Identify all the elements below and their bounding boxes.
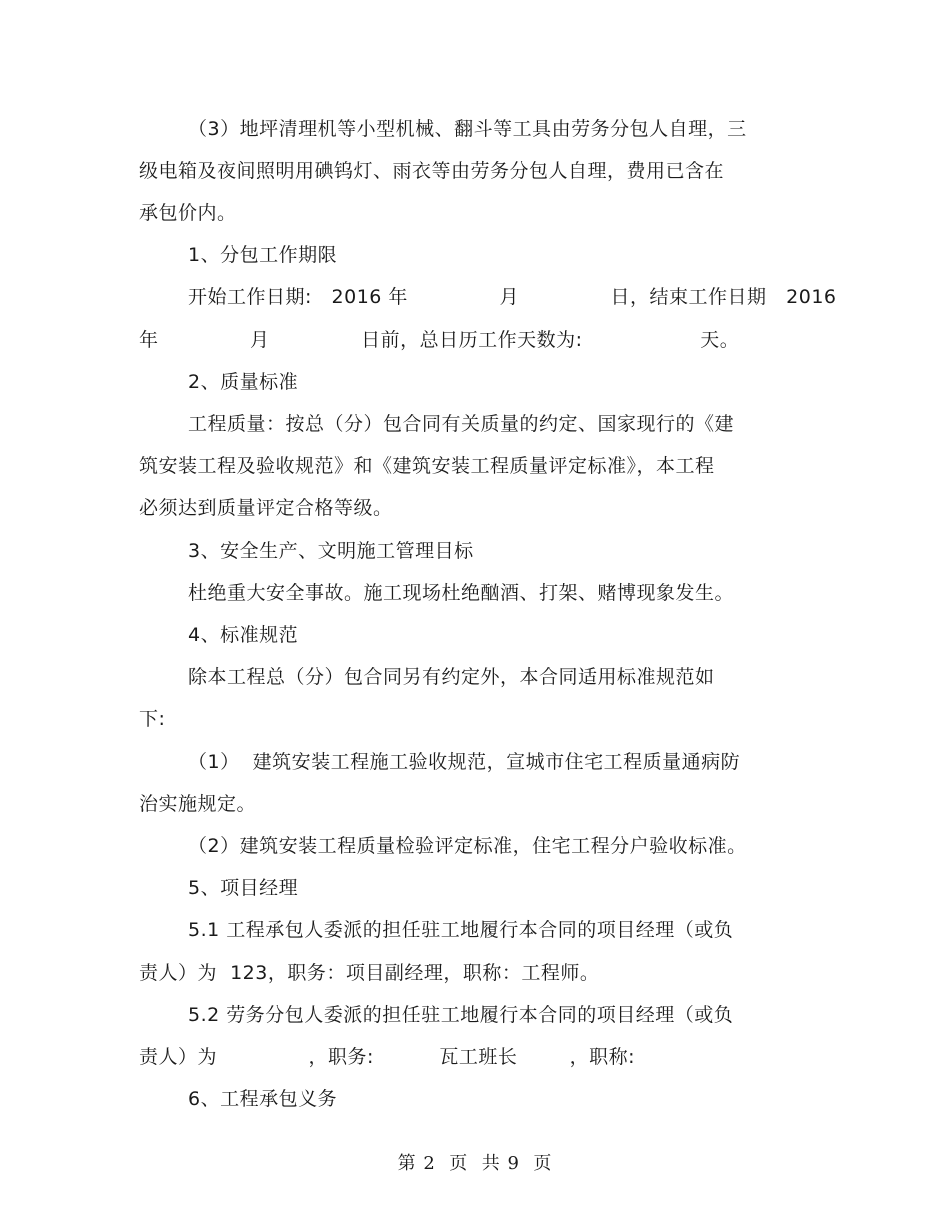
text-line: 责人）为 ，职务: 瓦工班长 ，职称: bbox=[139, 1046, 636, 1068]
text-line: 下: bbox=[139, 708, 166, 730]
text-line: 必须达到质量评定合格等级。 bbox=[139, 497, 393, 519]
text-line: 5.1 工程承包人委派的担任驻工地履行本合同的项目经理（或负 bbox=[188, 919, 734, 941]
section-heading: 5、项目经理 bbox=[188, 877, 299, 899]
text-line: 责人）为 123，职务：项目副经理，职称：工程师。 bbox=[139, 962, 600, 984]
text-line: 治实施规定。 bbox=[139, 793, 257, 815]
text-line: 承包价内。 bbox=[139, 202, 237, 224]
text-line: （2）建筑安装工程质量检验评定标准，住宅工程分户验收标准。 bbox=[188, 835, 747, 857]
page-footer: 第 2 页 共 9 页 bbox=[397, 1153, 553, 1174]
section-heading: 4、标准规范 bbox=[188, 624, 299, 646]
text-line: 除本工程总（分）包合同另有约定外，本合同适用标准规范如 bbox=[188, 666, 715, 688]
section-heading: 6、工程承包义务 bbox=[188, 1088, 338, 1110]
section-heading: 2、质量标准 bbox=[188, 371, 299, 393]
text-line: （1） 建筑安装工程施工验收规范，宣城市住宅工程质量通病防 bbox=[188, 751, 741, 773]
text-line: （3）地坪清理机等小型机械、翻斗等工具由劳务分包人自理，三 bbox=[188, 118, 747, 140]
section-heading: 1、分包工作期限 bbox=[188, 244, 338, 266]
text-line: 级电箱及夜间照明用碘钨灯、雨衣等由劳务分包人自理，费用已含在 bbox=[139, 160, 725, 182]
text-line: 年 月 日前，总日历工作天数为: 天。 bbox=[139, 329, 740, 351]
text-line: 工程质量：按总（分）包合同有关质量的约定、国家现行的《建 bbox=[188, 413, 735, 435]
section-heading: 3、安全生产、文明施工管理目标 bbox=[188, 540, 474, 562]
text-line: 开始工作日期: 2016 年 月 日，结束工作日期 2016 bbox=[188, 286, 837, 308]
text-line: 5.2 劳务分包人委派的担任驻工地履行本合同的项目经理（或负 bbox=[188, 1004, 734, 1026]
text-line: 筑安装工程及验收规范》和《建筑安装工程质量评定标准》，本工程 bbox=[139, 455, 715, 477]
text-line: 杜绝重大安全事故。施工现场杜绝酗酒、打架、赌博现象发生。 bbox=[188, 582, 735, 604]
